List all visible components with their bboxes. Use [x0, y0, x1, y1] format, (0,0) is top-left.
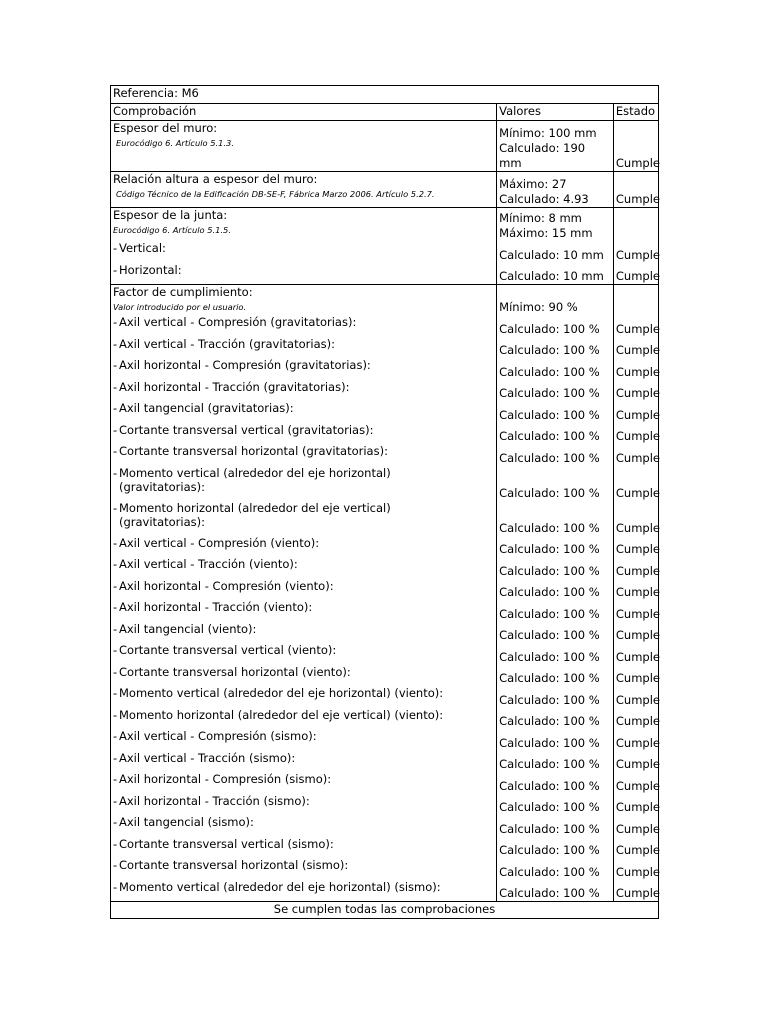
compliance-item-label: Cortante transversal horizontal (viento):	[119, 664, 351, 679]
compliance-item-row: - Axil vertical - Compresión (gravitatorias): Calculado: 100 % Cumple	[111, 315, 659, 337]
joint-max: Máximo: 15 mm	[499, 226, 593, 240]
compliance-item-status: Cumple	[613, 643, 658, 665]
compliance-item-row: - Axil tangencial (viento): Calculado: 100 % Cumple	[111, 622, 659, 644]
compliance-item-row: - Momento vertical (alrededor del eje horizontal) (gravitatorias): Calculado: 100 % Cumple	[111, 466, 659, 501]
compliance-item-label: Momento horizontal (alrededor del eje vertical) (gravitatorias):	[119, 500, 391, 529]
ratio-block	[111, 172, 659, 208]
compliance-item-row: - Axil vertical - Compresión (sismo): Calculado: 100 % Cumple	[111, 729, 659, 751]
compliance-item-value: Calculado: 100 %	[497, 622, 614, 644]
compliance-item-value: Calculado: 100 %	[497, 686, 614, 708]
joint-ref: Eurocódigo 6. Artículo 5.1.5.	[113, 225, 231, 235]
joint-item-row: - Horizontal: Calculado: 10 mm Cumple	[111, 263, 659, 285]
header-values: Valores	[497, 104, 614, 121]
joint-item-status: Cumple	[613, 241, 658, 263]
thickness-ref: Eurocódigo 6. Artículo 5.1.3.	[116, 138, 234, 148]
verification-table	[110, 85, 659, 919]
compliance-item-value: Calculado: 100 %	[497, 579, 614, 601]
compliance-item-row: - Axil vertical - Tracción (sismo): Calculado: 100 % Cumple	[111, 751, 659, 773]
compliance-item-value: Calculado: 100 %	[497, 536, 614, 558]
compliance-item-row: - Momento vertical (alrededor del eje horizontal) (sismo): Calculado: 100 % Cumple	[111, 880, 659, 902]
compliance-item-row: - Axil horizontal - Compresión (sismo): Calculado: 100 % Cumple	[111, 772, 659, 794]
compliance-item-status: Cumple	[613, 858, 658, 880]
thickness-block	[111, 121, 659, 172]
compliance-item-value: Calculado: 100 %	[497, 444, 614, 466]
thickness-calc: Calculado: 190 mm	[499, 141, 586, 170]
compliance-item-value: Calculado: 100 %	[497, 665, 614, 687]
compliance-item-label: Cortante transversal vertical (gravitatorias):	[119, 422, 374, 437]
compliance-item-row: - Momento horizontal (alrededor del eje vertical) (viento): Calculado: 100 % Cumple	[111, 708, 659, 730]
compliance-item-row: - Axil horizontal - Tracción (viento): Calculado: 100 % Cumple	[111, 600, 659, 622]
compliance-item-value: Calculado: 100 %	[497, 380, 614, 402]
ratio-title: Relación altura a espesor del muro:	[113, 172, 318, 186]
compliance-item-row: - Momento horizontal (alrededor del eje vertical) (gravitatorias): Calculado: 100 % Cumple	[111, 501, 659, 536]
compliance-item-status: Cumple	[613, 536, 658, 558]
compliance-item-label: Axil horizontal - Tracción (viento):	[119, 600, 313, 614]
compliance-item-label: Momento vertical (alrededor del eje horizontal) (sismo):	[119, 879, 441, 894]
compliance-item-status: Cumple	[613, 401, 658, 423]
compliance-item-row: - Axil vertical - Tracción (viento): Calculado: 100 % Cumple	[111, 557, 659, 579]
joint-item-label: Horizontal:	[119, 262, 182, 277]
compliance-item-label: Axil vertical - Compresión (gravitatorias):	[119, 315, 357, 329]
compliance-item-label: Axil tangencial (viento):	[119, 621, 257, 636]
compliance-item-row: - Cortante transversal vertical (sismo): Calculado: 100 % Cumple	[111, 837, 659, 859]
reference-label: Referencia: M6	[111, 86, 659, 104]
compliance-item-value: Calculado: 100 %	[497, 501, 614, 536]
compliance-item-value: Calculado: 100 %	[497, 729, 614, 751]
joint-item-row: - Vertical: Calculado: 10 mm Cumple	[111, 241, 659, 263]
compliance-item-label: Axil horizontal - Tracción (gravitatorias):	[119, 379, 350, 394]
compliance-item-value: Calculado: 100 %	[497, 557, 614, 579]
compliance-item-row: - Cortante transversal horizontal (sismo): Calculado: 100 % Cumple	[111, 858, 659, 880]
compliance-item-value: Calculado: 100 %	[497, 880, 614, 902]
compliance-item-status: Cumple	[613, 358, 658, 380]
compliance-item-row: - Cortante transversal vertical (gravitatorias): Calculado: 100 % Cumple	[111, 423, 659, 445]
compliance-item-label: Axil vertical - Compresión (viento):	[119, 535, 320, 550]
compliance-item-label: Axil horizontal - Compresión (sismo):	[119, 772, 332, 786]
compliance-item-value: Calculado: 100 %	[497, 358, 614, 380]
compliance-item-status: Cumple	[613, 729, 658, 751]
thickness-min: Mínimo: 100 mm	[499, 126, 597, 140]
compliance-item-label: Momento vertical (alrededor del eje horizontal) (viento):	[119, 686, 444, 700]
compliance-item-label: Axil vertical - Compresión (sismo):	[119, 729, 317, 743]
joint-block	[111, 208, 659, 242]
compliance-item-status: Cumple	[613, 665, 658, 687]
compliance-item-value: Calculado: 100 %	[497, 858, 614, 880]
compliance-min: Mínimo: 90 %	[497, 285, 614, 316]
compliance-item-value: Calculado: 100 %	[497, 600, 614, 622]
compliance-item-label: Cortante transversal vertical (viento):	[119, 643, 337, 657]
compliance-title: Factor de cumplimiento:	[113, 285, 253, 299]
compliance-item-status: Cumple	[613, 622, 658, 644]
compliance-item-row: - Axil vertical - Compresión (viento): Calculado: 100 % Cumple	[111, 536, 659, 558]
compliance-item-label: Axil horizontal - Tracción (sismo):	[119, 793, 310, 808]
joint-item-value: Calculado: 10 mm	[497, 241, 614, 263]
compliance-item-status: Cumple	[613, 315, 658, 337]
compliance-item-status: Cumple	[613, 686, 658, 708]
compliance-item-value: Calculado: 100 %	[497, 815, 614, 837]
compliance-item-status: Cumple	[613, 600, 658, 622]
compliance-item-status: Cumple	[613, 466, 658, 501]
compliance-item-label: Cortante transversal vertical (sismo):	[119, 836, 334, 851]
ratio-ref: Código Técnico de la Edificación DB-SE-F, Fábrica Marzo 2006. Artículo 5.2.7.	[116, 189, 435, 199]
ratio-status: Cumple	[613, 172, 658, 208]
header-check: Comprobación	[111, 104, 497, 121]
compliance-item-row: - Axil tangencial (gravitatorias): Calculado: 100 % Cumple	[111, 401, 659, 423]
compliance-item-value: Calculado: 100 %	[497, 794, 614, 816]
compliance-item-status: Cumple	[613, 380, 658, 402]
compliance-item-value: Calculado: 100 %	[497, 772, 614, 794]
compliance-item-row: - Axil horizontal - Compresión (viento): Calculado: 100 % Cumple	[111, 579, 659, 601]
compliance-item-status: Cumple	[613, 751, 658, 773]
compliance-item-value: Calculado: 100 %	[497, 466, 614, 501]
compliance-item-label: Axil tangencial (sismo):	[119, 815, 254, 829]
compliance-item-label: Momento horizontal (alrededor del eje vertical) (viento):	[119, 707, 444, 722]
joint-item-status: Cumple	[613, 263, 658, 285]
compliance-item-label: Axil horizontal - Compresión (gravitatorias):	[119, 358, 371, 372]
compliance-ref: Valor introducido por el usuario.	[113, 302, 247, 312]
compliance-item-value: Calculado: 100 %	[497, 401, 614, 423]
compliance-item-row: - Cortante transversal horizontal (gravitatorias): Calculado: 100 % Cumple	[111, 444, 659, 466]
summary-row	[111, 902, 659, 919]
compliance-item-status: Cumple	[613, 423, 658, 445]
ratio-calc: Calculado: 4.93	[499, 192, 589, 206]
compliance-item-status: Cumple	[613, 708, 658, 730]
compliance-item-status: Cumple	[613, 337, 658, 359]
joint-title: Espesor de la junta:	[113, 208, 228, 222]
compliance-item-row: - Axil horizontal - Tracción (gravitatorias): Calculado: 100 % Cumple	[111, 380, 659, 402]
compliance-item-value: Calculado: 100 %	[497, 423, 614, 445]
compliance-item-status: Cumple	[613, 815, 658, 837]
compliance-item-label: Momento vertical (alrededor del eje horizontal) (gravitatorias):	[119, 465, 391, 494]
compliance-item-row: - Axil vertical - Tracción (gravitatorias): Calculado: 100 % Cumple	[111, 337, 659, 359]
compliance-item-status: Cumple	[613, 837, 658, 859]
summary-text: Se cumplen todas las comprobaciones	[111, 902, 659, 919]
compliance-item-status: Cumple	[613, 579, 658, 601]
compliance-item-label: Axil vertical - Tracción (sismo):	[119, 750, 296, 765]
joint-min: Mínimo: 8 mm	[499, 211, 582, 225]
joint-item-value: Calculado: 10 mm	[497, 263, 614, 285]
compliance-item-status: Cumple	[613, 501, 658, 536]
compliance-item-label: Axil vertical - Tracción (viento):	[119, 557, 298, 571]
compliance-item-label: Axil vertical - Tracción (gravitatorias):	[119, 336, 335, 351]
header-status: Estado	[613, 104, 658, 121]
compliance-item-row: - Axil tangencial (sismo): Calculado: 100 % Cumple	[111, 815, 659, 837]
compliance-item-status: Cumple	[613, 444, 658, 466]
compliance-item-status: Cumple	[613, 772, 658, 794]
compliance-item-row: - Cortante transversal vertical (viento): Calculado: 100 % Cumple	[111, 643, 659, 665]
compliance-item-row: - Momento vertical (alrededor del eje horizontal) (viento): Calculado: 100 % Cumple	[111, 686, 659, 708]
compliance-item-row: - Axil horizontal - Tracción (sismo): Calculado: 100 % Cumple	[111, 794, 659, 816]
compliance-item-status: Cumple	[613, 557, 658, 579]
compliance-item-value: Calculado: 100 %	[497, 643, 614, 665]
compliance-item-value: Calculado: 100 %	[497, 751, 614, 773]
compliance-item-value: Calculado: 100 %	[497, 708, 614, 730]
compliance-item-value: Calculado: 100 %	[497, 837, 614, 859]
header-row	[111, 104, 659, 121]
joint-item-label: Vertical:	[119, 241, 166, 255]
compliance-item-value: Calculado: 100 %	[497, 315, 614, 337]
compliance-item-status: Cumple	[613, 880, 658, 902]
ratio-max: Máximo: 27	[499, 177, 567, 191]
compliance-item-row: - Cortante transversal horizontal (viento): Calculado: 100 % Cumple	[111, 665, 659, 687]
compliance-item-label: Cortante transversal horizontal (sismo):	[119, 858, 349, 872]
reference-row	[111, 86, 659, 104]
thickness-status: Cumple	[613, 121, 658, 172]
compliance-item-status: Cumple	[613, 794, 658, 816]
compliance-item-label: Axil tangencial (gravitatorias):	[119, 401, 294, 415]
thickness-title: Espesor del muro:	[113, 121, 218, 135]
compliance-item-value: Calculado: 100 %	[497, 337, 614, 359]
compliance-item-label: Axil horizontal - Compresión (viento):	[119, 578, 334, 593]
compliance-block	[111, 285, 659, 316]
compliance-item-label: Cortante transversal horizontal (gravitatorias):	[119, 444, 388, 458]
compliance-item-row: - Axil horizontal - Compresión (gravitatorias): Calculado: 100 % Cumple	[111, 358, 659, 380]
